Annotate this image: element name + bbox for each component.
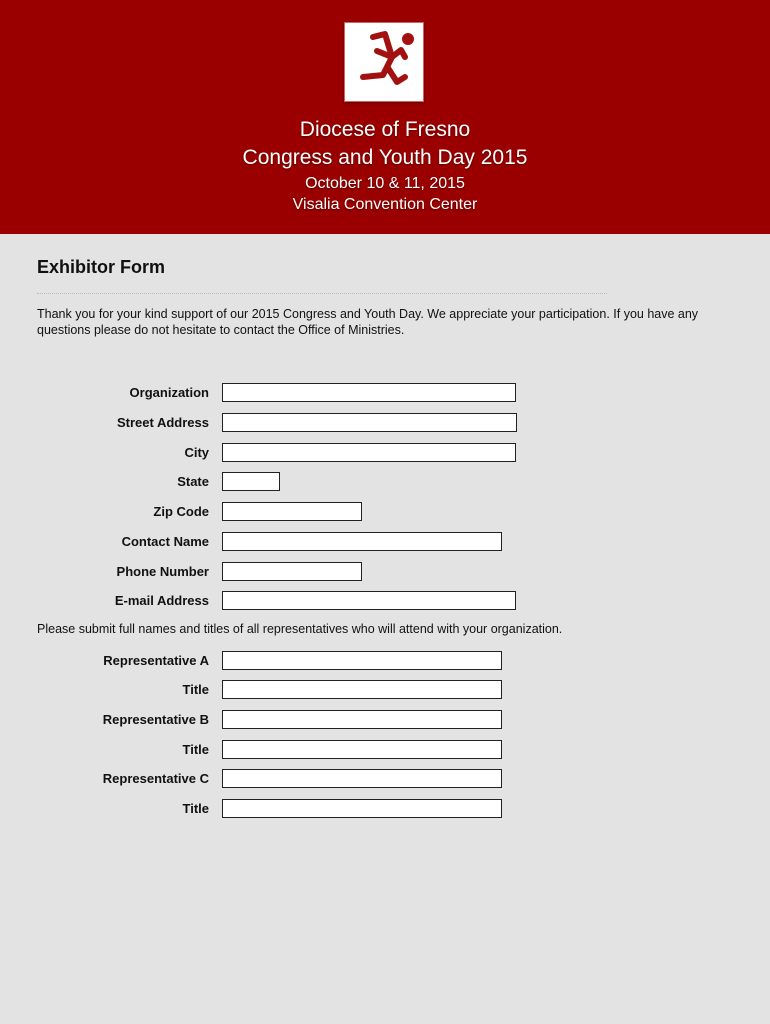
street-address-field[interactable] <box>222 413 517 432</box>
city-field[interactable] <box>222 443 516 462</box>
email-address-field[interactable] <box>222 591 516 610</box>
intro-text: Thank you for your kind support of our 2015 Congress and Youth Day. We appreciate your participation. If you have any questions please do not hesitate to contact the Office of Ministries. <box>37 307 699 337</box>
event-venue: Visalia Convention Center <box>292 196 478 213</box>
contact-name-field[interactable] <box>222 532 502 551</box>
representative-a-field[interactable] <box>222 651 502 670</box>
form-title: Exhibitor Form <box>37 257 166 277</box>
state-label: State <box>177 474 209 489</box>
representative-c-label: Representative C <box>102 771 209 786</box>
email-address-label: E-mail Address <box>114 593 209 608</box>
contact-name-label: Contact Name <box>121 534 209 549</box>
phone-number-label: Phone Number <box>116 564 209 579</box>
logo <box>344 22 424 102</box>
divider <box>37 293 607 294</box>
representative-b-label: Representative B <box>102 712 209 727</box>
representatives-note: Please submit full names and titles of all representatives who will attend with your organization. <box>37 622 563 636</box>
representative-c-title-label: Title <box>182 801 209 816</box>
city-label: City <box>184 445 209 460</box>
representative-c-title-field[interactable] <box>222 799 502 818</box>
state-field[interactable] <box>222 472 280 491</box>
representative-c-field[interactable] <box>222 769 502 788</box>
representative-a-title-label: Title <box>182 682 209 697</box>
representative-b-field[interactable] <box>222 710 502 729</box>
zip-code-label: Zip Code <box>153 504 209 519</box>
zip-code-field[interactable] <box>222 502 362 521</box>
runner-icon <box>345 23 425 103</box>
representative-b-title-label: Title <box>182 742 209 757</box>
street-address-label: Street Address <box>117 415 209 430</box>
organization-label: Organization <box>129 385 209 400</box>
header-banner <box>0 0 770 234</box>
event-date: October 10 & 11, 2015 <box>305 175 465 192</box>
representative-a-title-field[interactable] <box>222 680 502 699</box>
event-title: Congress and Youth Day 2015 <box>242 146 528 169</box>
organization-field[interactable] <box>222 383 516 402</box>
representative-a-label: Representative A <box>103 653 209 668</box>
representative-b-title-field[interactable] <box>222 740 502 759</box>
event-organizer: Diocese of Fresno <box>299 118 471 141</box>
phone-number-field[interactable] <box>222 562 362 581</box>
